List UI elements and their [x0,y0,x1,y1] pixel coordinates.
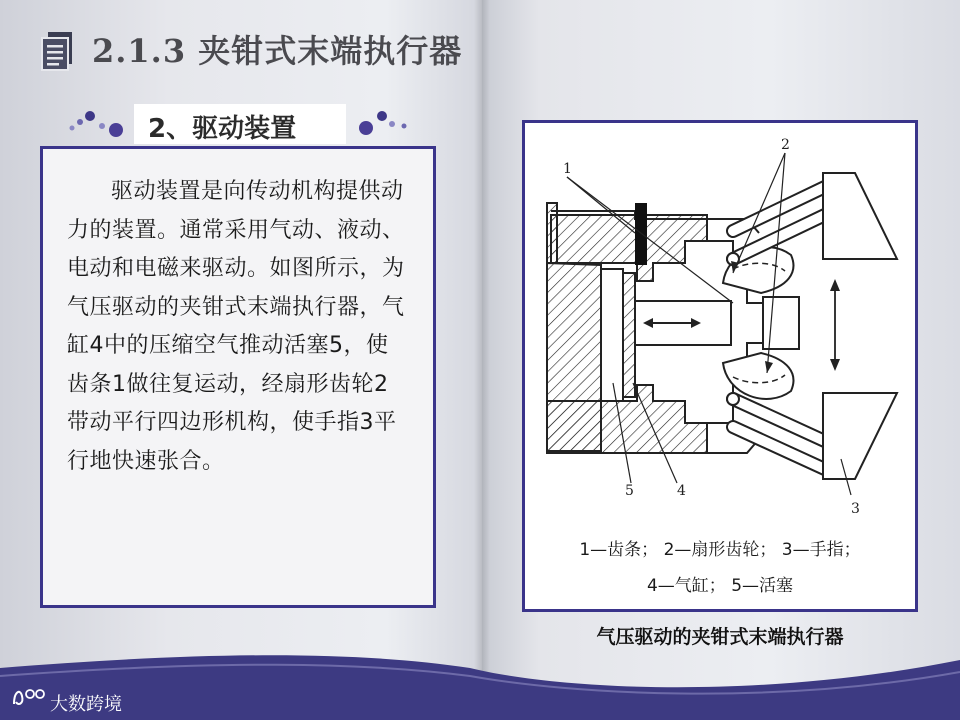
brand-logo-icon [10,684,50,710]
description-panel [40,146,436,608]
gripper-diagram [537,133,905,529]
brand-name: 大数跨境 [50,694,122,715]
figure-legend-line-2: 4—气缸； 5—活塞 [646,576,794,596]
section-subtitle [66,104,416,148]
figure-panel [522,120,918,612]
label-2: 2 [781,137,790,153]
label-3: 3 [851,501,860,517]
figure-caption: 气压驱动的夹钳式末端执行器 [596,626,844,648]
figure-legend-line-1: 1—齿条； 2—扇形齿轮； 3—手指； [579,540,861,560]
page-title: 2.1.3 夹钳式末端执行器 [92,32,463,70]
label-4: 4 [677,483,686,499]
label-5: 5 [625,483,634,499]
subtitle-label: 2、驱动装置 [148,114,297,144]
description-text: 驱动装置是向传动机构提供动力的装置。通常采用气动、液动、电动和电磁来驱动。如图所示，为气压驱动的夹钳式末端执行器，气缸4中的压缩空气推动活塞5，使齿条1做往复运动，经扇形齿轮2带动平行四边形机构，使手指3平行地快速张合。 [67,179,405,474]
document-icon [38,30,78,72]
label-1: 1 [563,161,572,177]
